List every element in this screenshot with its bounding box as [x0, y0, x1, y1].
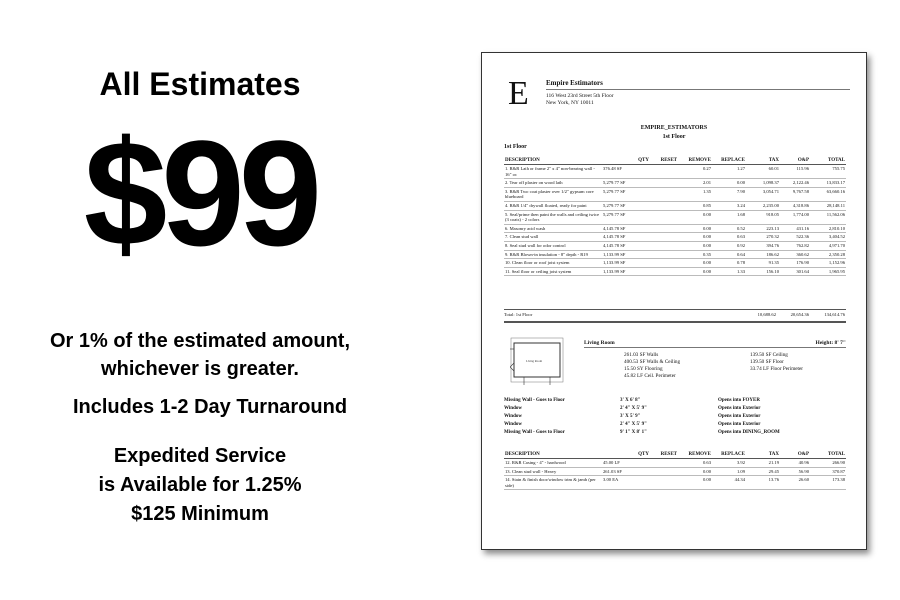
cell-replace: 0.78: [712, 259, 746, 268]
cell-tax: 13.76: [746, 476, 780, 490]
cell-desc: 11. Seal floor or ceiling joist system: [504, 267, 602, 276]
opening-row: [504, 406, 846, 414]
table-row: [504, 459, 846, 468]
cell-reset: [650, 210, 678, 224]
cell-replace: 0.52: [712, 224, 746, 233]
cell-reset: [650, 187, 678, 201]
cell-replace: 0.92: [712, 241, 746, 250]
cell-desc: 12. R&R Casing - 4" - hardwood: [504, 459, 602, 468]
cell-remove: 0.00: [678, 210, 712, 224]
opening-size: 2' 4" X 5' 9": [620, 422, 647, 427]
cell-reset: [650, 267, 678, 276]
measure-walls: 261.03 SF Walls: [624, 352, 659, 358]
cell-replace: 3.92: [712, 459, 746, 468]
cell-desc: 9. R&R Blown-in insulation - 8" depth - R19: [504, 250, 602, 259]
cell-reset: [650, 165, 678, 179]
cell-qty: 5,279.77 SF: [602, 210, 650, 224]
column-header: REPLACE: [712, 157, 746, 165]
cell-tax: 3,054.71: [746, 187, 780, 201]
cell-total: 13,833.17: [810, 179, 846, 188]
sketch-room-label: Living Room: [526, 359, 543, 363]
cell-tax: 29.45: [746, 467, 780, 476]
promo-expedited-line3: $125 Minimum: [131, 503, 269, 525]
cell-op: 56.90: [780, 467, 810, 476]
table-row: [504, 267, 846, 276]
promo-subtitle: [0, 327, 400, 383]
room-height: Height: 8' 7": [815, 340, 846, 346]
cell-reset: [650, 224, 678, 233]
cell-reset: [650, 201, 678, 210]
cell-desc: 1. R&R Lath or frame 2" x 4" non-bearing wall - 16" oc: [504, 165, 602, 179]
opening-type: Window: [504, 414, 522, 419]
cell-total: 11,562.06: [810, 210, 846, 224]
cell-op: 176.90: [780, 259, 810, 268]
cell-tax: 394.76: [746, 241, 780, 250]
estimate-section: 1st Floor: [662, 134, 686, 140]
cell-reset: [650, 259, 678, 268]
measure-ceiling: 139.50 SF Ceiling: [750, 352, 788, 358]
cell-tax: 918.05: [746, 210, 780, 224]
cell-op: 2,122.46: [780, 179, 810, 188]
column-header: REMOVE: [678, 451, 712, 459]
opening-opens: Opens into Exterior: [718, 406, 761, 411]
cell-replace: 0.00: [712, 179, 746, 188]
table-row: [504, 250, 846, 259]
table-row: [504, 201, 846, 210]
cell-op: 9,767.58: [780, 187, 810, 201]
table-row: [504, 210, 846, 224]
promo-expedited-line1: Expedited Service: [113, 445, 287, 467]
cell-desc: 14. Stain & finish door/window trim & jamb (per side): [504, 476, 602, 490]
cell-op: 115.96: [780, 165, 810, 179]
room-divider: [584, 347, 846, 348]
opening-opens: Opens into DINING_ROOM: [718, 430, 780, 435]
cell-reset: [650, 241, 678, 250]
cell-desc: 3. R&R Two coat plaster over 1/2" gypsum core blueboard: [504, 187, 602, 201]
cell-total: 755.75: [810, 165, 846, 179]
company-name: Empire Estimators: [546, 79, 603, 87]
cell-desc: 4. R&R 1/4" drywall floated, ready for paint: [504, 201, 602, 210]
cell-remove: 0.00: [678, 267, 712, 276]
cell-total: 2,350.28: [810, 250, 846, 259]
cell-desc: 10. Clean floor or roof joist system: [504, 259, 602, 268]
cell-desc: 2. Tear off plaster on wood lath: [504, 179, 602, 188]
cell-replace: 7.90: [712, 187, 746, 201]
promo-subtitle-line1: Or 1% of the estimated amount,: [49, 330, 351, 352]
measure-floor-perimeter: 33.74 LF Floor Perimeter: [750, 366, 804, 372]
column-header: QTY: [602, 157, 650, 165]
column-header: DESCRIPTION: [504, 451, 602, 459]
promo-subtitle-line2: whichever is greater.: [101, 358, 299, 380]
total-row: [504, 309, 846, 317]
cell-op: 301.64: [780, 267, 810, 276]
cell-qty: 5,279.77 SF: [602, 179, 650, 188]
cell-reset: [650, 476, 678, 490]
cell-qty: 4,145.78 SF: [602, 241, 650, 250]
cell-tax: 270.32: [746, 233, 780, 242]
cell-replace: 1.27: [712, 165, 746, 179]
cell-total: 3,404.52: [810, 233, 846, 242]
area-label: 1st Floor: [504, 144, 527, 150]
cell-total: 1,152.96: [810, 259, 846, 268]
table-row: [504, 241, 846, 250]
company-address-line2: New York, NY 10011: [546, 100, 594, 106]
cell-total: 28,148.11: [810, 201, 846, 210]
cell-remove: 0.00: [678, 233, 712, 242]
promo-heading: All Estimates: [99, 66, 301, 102]
column-header: REMOVE: [678, 157, 712, 165]
cell-tax: 186.62: [746, 250, 780, 259]
opening-type: Window: [504, 422, 522, 427]
cell-reset: [650, 467, 678, 476]
column-header: REPLACE: [712, 451, 746, 459]
cell-op: 4,318.86: [780, 201, 810, 210]
cell-remove: 0.85: [678, 201, 712, 210]
cell-remove: 0.00: [678, 476, 712, 490]
opening-opens: Opens into FOYER: [718, 398, 760, 403]
opening-type: Window: [504, 406, 522, 411]
measure-walls-ceiling: 400.53 SF Walls & Ceiling: [624, 359, 681, 365]
cell-qty: 3.00 EA: [602, 476, 650, 490]
total-tax: 10,688.62: [757, 312, 776, 317]
opening-row: [504, 414, 846, 422]
opening-row: [504, 422, 846, 430]
room-measures-right: [750, 352, 803, 373]
cell-qty: 261.03 SF: [602, 467, 650, 476]
cell-qty: 5,279.77 SF: [602, 187, 650, 201]
cell-op: 26.60: [780, 476, 810, 490]
cell-total: 4,971.70: [810, 241, 846, 250]
cell-desc: 7. Clean stud wall: [504, 233, 602, 242]
cell-remove: 1.35: [678, 187, 712, 201]
column-header: O&P: [780, 157, 810, 165]
table-row: [504, 259, 846, 268]
cell-tax: 223.13: [746, 224, 780, 233]
sample-estimate-document: [481, 52, 867, 550]
cell-tax: 1,098.37: [746, 179, 780, 188]
opening-size: 3' X 6' 8": [620, 398, 641, 403]
opening-opens: Opens into Exterior: [718, 414, 761, 419]
measure-ceil-perimeter: 45.82 LF Ceil. Perimeter: [624, 373, 676, 379]
cell-op: 40.96: [780, 459, 810, 468]
total-op: 20,654.36: [790, 312, 809, 317]
column-header: DESCRIPTION: [504, 157, 602, 165]
table-row: [504, 224, 846, 233]
cell-replace: 0.63: [712, 233, 746, 242]
cell-total: 63,660.16: [810, 187, 846, 201]
cell-reset: [650, 459, 678, 468]
cell-total: 266.90: [810, 459, 846, 468]
cell-op: 360.62: [780, 250, 810, 259]
cell-op: 762.82: [780, 241, 810, 250]
section-divider: [504, 321, 846, 323]
cell-replace: 1.68: [712, 210, 746, 224]
table-row: [504, 233, 846, 242]
opening-opens: Opens into Exterior: [718, 422, 761, 427]
cell-qty: 1,133.99 SF: [602, 267, 650, 276]
cell-total: 1,965.95: [810, 267, 846, 276]
column-header: RESET: [650, 451, 678, 459]
cell-replace: 3.24: [712, 201, 746, 210]
total-total: 134,614.76: [824, 312, 845, 317]
cell-total: 370.87: [810, 467, 846, 476]
opening-type: Missing Wall - Goes to Floor: [504, 430, 565, 435]
opening-size: 2' 4" X 5' 9": [620, 406, 647, 411]
cell-tax: 2,235.00: [746, 201, 780, 210]
cell-desc: 8. Seal stud wall for odor control: [504, 241, 602, 250]
cell-desc: 5. Seal/prime then paint the walls and ceiling twice (3 coats) - 2 colors: [504, 210, 602, 224]
estimate-name: EMPIRE_ESTIMATORS: [640, 125, 708, 131]
promo-turnaround: Includes 1-2 Day Turnaround: [72, 396, 348, 418]
column-header: O&P: [780, 451, 810, 459]
cell-desc: 6. Masonry acid wash: [504, 224, 602, 233]
cell-qty: 5,279.77 SF: [602, 201, 650, 210]
table-row: [504, 467, 846, 476]
cell-replace: 44.34: [712, 476, 746, 490]
openings-list: [504, 398, 846, 438]
opening-type: Missing Wall - Goes to Floor: [504, 398, 565, 403]
column-header: RESET: [650, 157, 678, 165]
cell-remove: 0.00: [678, 467, 712, 476]
column-header: QTY: [602, 451, 650, 459]
cell-replace: 1.33: [712, 267, 746, 276]
opening-row: [504, 430, 846, 438]
cell-total: 173.38: [810, 476, 846, 490]
company-logo: E: [508, 75, 529, 112]
promo-expedited: [0, 442, 400, 529]
cell-remove: 2.01: [678, 179, 712, 188]
room-items-table: [504, 451, 846, 490]
cell-remove: 0.35: [678, 250, 712, 259]
table-header-row: [504, 157, 846, 165]
promo-expedited-line2: is Available for 1.25%: [98, 474, 302, 496]
cell-remove: 0.00: [678, 224, 712, 233]
promo-price: $99: [83, 109, 317, 277]
cell-tax: 156.10: [746, 267, 780, 276]
cell-tax: 91.35: [746, 259, 780, 268]
cell-replace: 0.64: [712, 250, 746, 259]
header-divider: [546, 89, 850, 90]
cell-reset: [650, 179, 678, 188]
column-header: TAX: [746, 451, 780, 459]
cell-remove: 0.27: [678, 165, 712, 179]
cell-reset: [650, 233, 678, 242]
cell-qty: 1,133.99 SF: [602, 259, 650, 268]
cell-qty: 4,145.78 SF: [602, 224, 650, 233]
measure-floor: 139.50 SF Floor: [750, 359, 784, 365]
cell-qty: 4,145.78 SF: [602, 233, 650, 242]
cell-qty: 45.00 LF: [602, 459, 650, 468]
opening-size: 3' X 5' 9": [620, 414, 641, 419]
room-measures-left: [624, 352, 680, 380]
column-header: TOTAL: [810, 451, 846, 459]
cell-op: 1,774.00: [780, 210, 810, 224]
measure-flooring: 15.50 SY Flooring: [624, 366, 663, 372]
column-header: TAX: [746, 157, 780, 165]
cell-remove: 0.00: [678, 241, 712, 250]
cell-remove: 0.63: [678, 459, 712, 468]
cell-op: 522.36: [780, 233, 810, 242]
opening-row: [504, 398, 846, 406]
cell-reset: [650, 250, 678, 259]
cell-tax: 21.19: [746, 459, 780, 468]
table-row: [504, 187, 846, 201]
room-name: Living Room: [584, 340, 615, 346]
cell-qty: 1,133.99 SF: [602, 250, 650, 259]
opening-size: 9' 1" X 8' 1": [620, 430, 647, 435]
promo-panel: [0, 0, 400, 600]
table-row: [504, 476, 846, 490]
table-row: [504, 165, 846, 179]
cell-replace: 1.09: [712, 467, 746, 476]
table-header-row: [504, 451, 846, 459]
company-address-line1: 116 West 23rd Street 5th Floor: [546, 93, 614, 99]
table-row: [504, 179, 846, 188]
cell-desc: 13. Clean stud wall - Heavy: [504, 467, 602, 476]
total-label: Total: 1st Floor: [504, 312, 533, 317]
cell-total: 2,810.10: [810, 224, 846, 233]
room-sketch: [510, 335, 564, 389]
cell-qty: 376.48 SF: [602, 165, 650, 179]
cell-tax: 60.01: [746, 165, 780, 179]
cell-remove: 0.00: [678, 259, 712, 268]
cell-op: 431.16: [780, 224, 810, 233]
column-header: TOTAL: [810, 157, 846, 165]
line-items-table: [504, 157, 846, 276]
